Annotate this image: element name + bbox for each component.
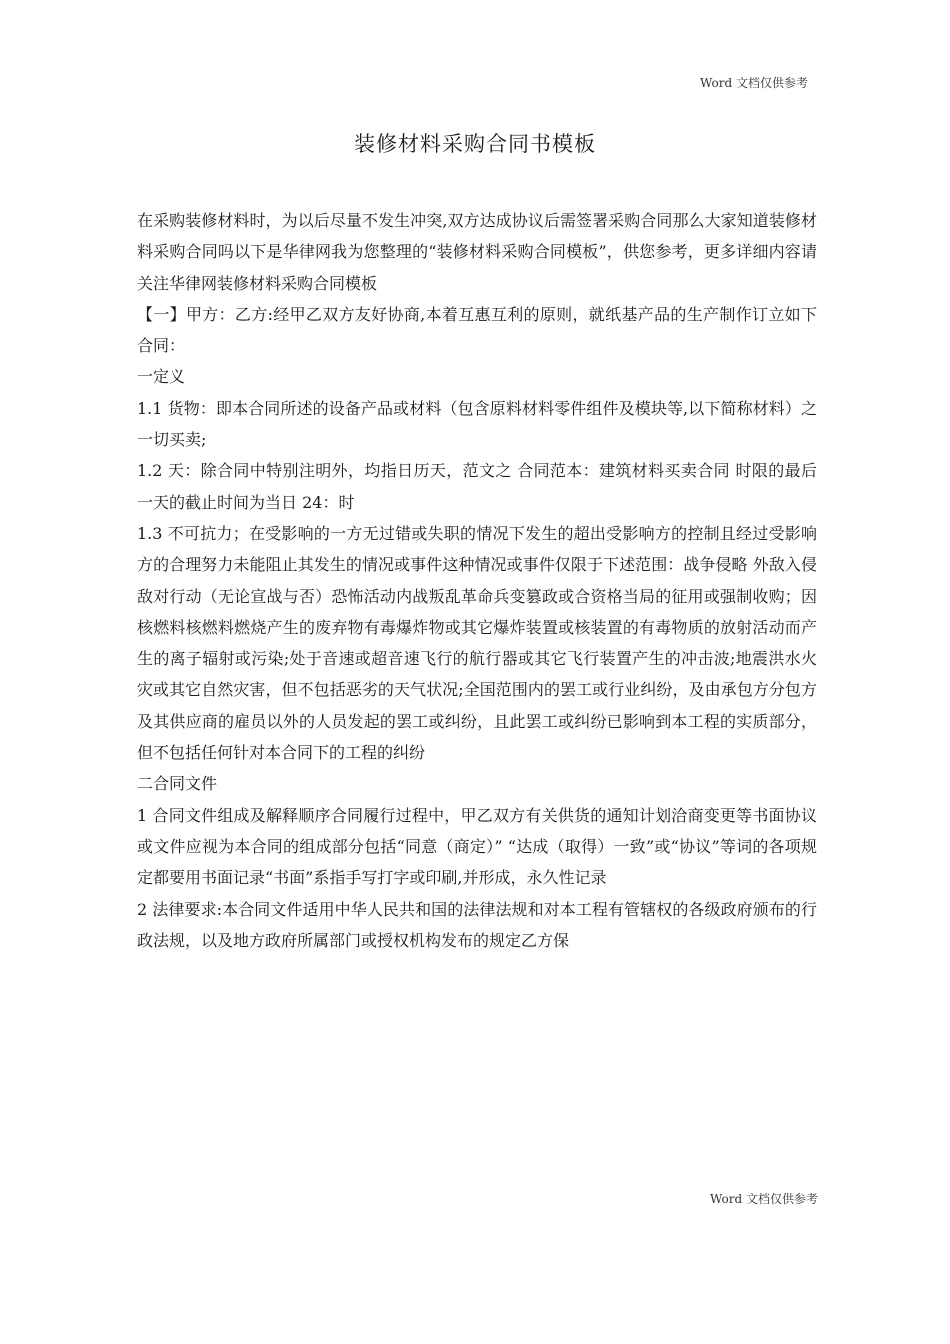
clause-1-2: 1.2 天：除合同中特别注明外，均指日历天，范文之 合同范本：建筑材料买卖合同 时限的最后一天的截止时间为当日 24：时: [137, 461, 817, 512]
clause-2-1: 1 合同文件组成及解释顺序合同履行过程中，甲乙双方有关供货的通知计划洽商变更等书面协议或文件应视为本合同的组成部分包括“同意（商定）” “达成（取得）一致”或“协议”等词的各项规定都要用书面记录“书面”系指手写打字或印刷,并形成，永久性记录: [137, 805, 817, 888]
section-heading-definitions: 一定义: [137, 367, 186, 387]
clause-2-2: 2 法律要求:本合同文件适用中华人民共和国的法律法规和对本工程有管辖权的各级政府颁布的行政法规，以及地方政府所属部门或授权机构发布的规定乙方保: [137, 899, 817, 950]
page-footer-note: Word 文档仅供参考: [710, 1192, 818, 1206]
document-title: 装修材料采购合同书模板: [354, 132, 596, 156]
clause-1-3: 1.3 不可抗力；在受影响的一方无过错或失职的情况下发生的超出受影响方的控制且经过受影响方的合理努力未能阻止其发生的情况或事件这种情况或事件仅限于下述范围：战争侵略 外敌入侵 敌对行动（无论宣战与否）恐怖活动内战叛乱革命兵变篡政或合资格当局的征用或强制收购；因核燃料核燃料燃烧产生的废弃物有毒爆炸物或其它爆炸装置或核装置的有毒物质的放射活动而产生的离子辐射或污染;处于音速或超音速飞行的航行器或其它飞行装置产生的冲击波;地震洪水火灾或其它自然灾害，但不包括恶劣的天气状况;全国范围内的罢工或行业纠纷，及由承包方分包方及其供应商的雇员以外的人员发起的罢工或纠纷，且此罢工或纠纷已影响到本工程的实质部分，但不包括任何针对本合同下的工程的纠纷: [137, 523, 817, 763]
paragraph-part-one: 【一】甲方：乙方:经甲乙双方友好协商,本着互惠互利的原则，就纸基产品的生产制作订立如下合同：: [137, 304, 817, 356]
clause-1-1: 1.1 货物：即本合同所述的设备产品或材料（包含原料材料零件组件及模块等,以下简称材料）之一切买卖;: [137, 398, 817, 450]
document-body: [137, 205, 817, 956]
section-heading-contract-documents: 二合同文件: [137, 774, 218, 794]
paragraph-intro: 在采购装修材料时，为以后尽量不发生冲突,双方达成协议后需签署采购合同那么大家知道装修材料采购合同吗以下是华律网我为您整理的“装修材料采购合同模板”，供您参考，更多详细内容请关注华律网装修材料采购合同模板: [137, 211, 817, 293]
page-header-note: Word 文档仅供参考: [700, 76, 808, 90]
